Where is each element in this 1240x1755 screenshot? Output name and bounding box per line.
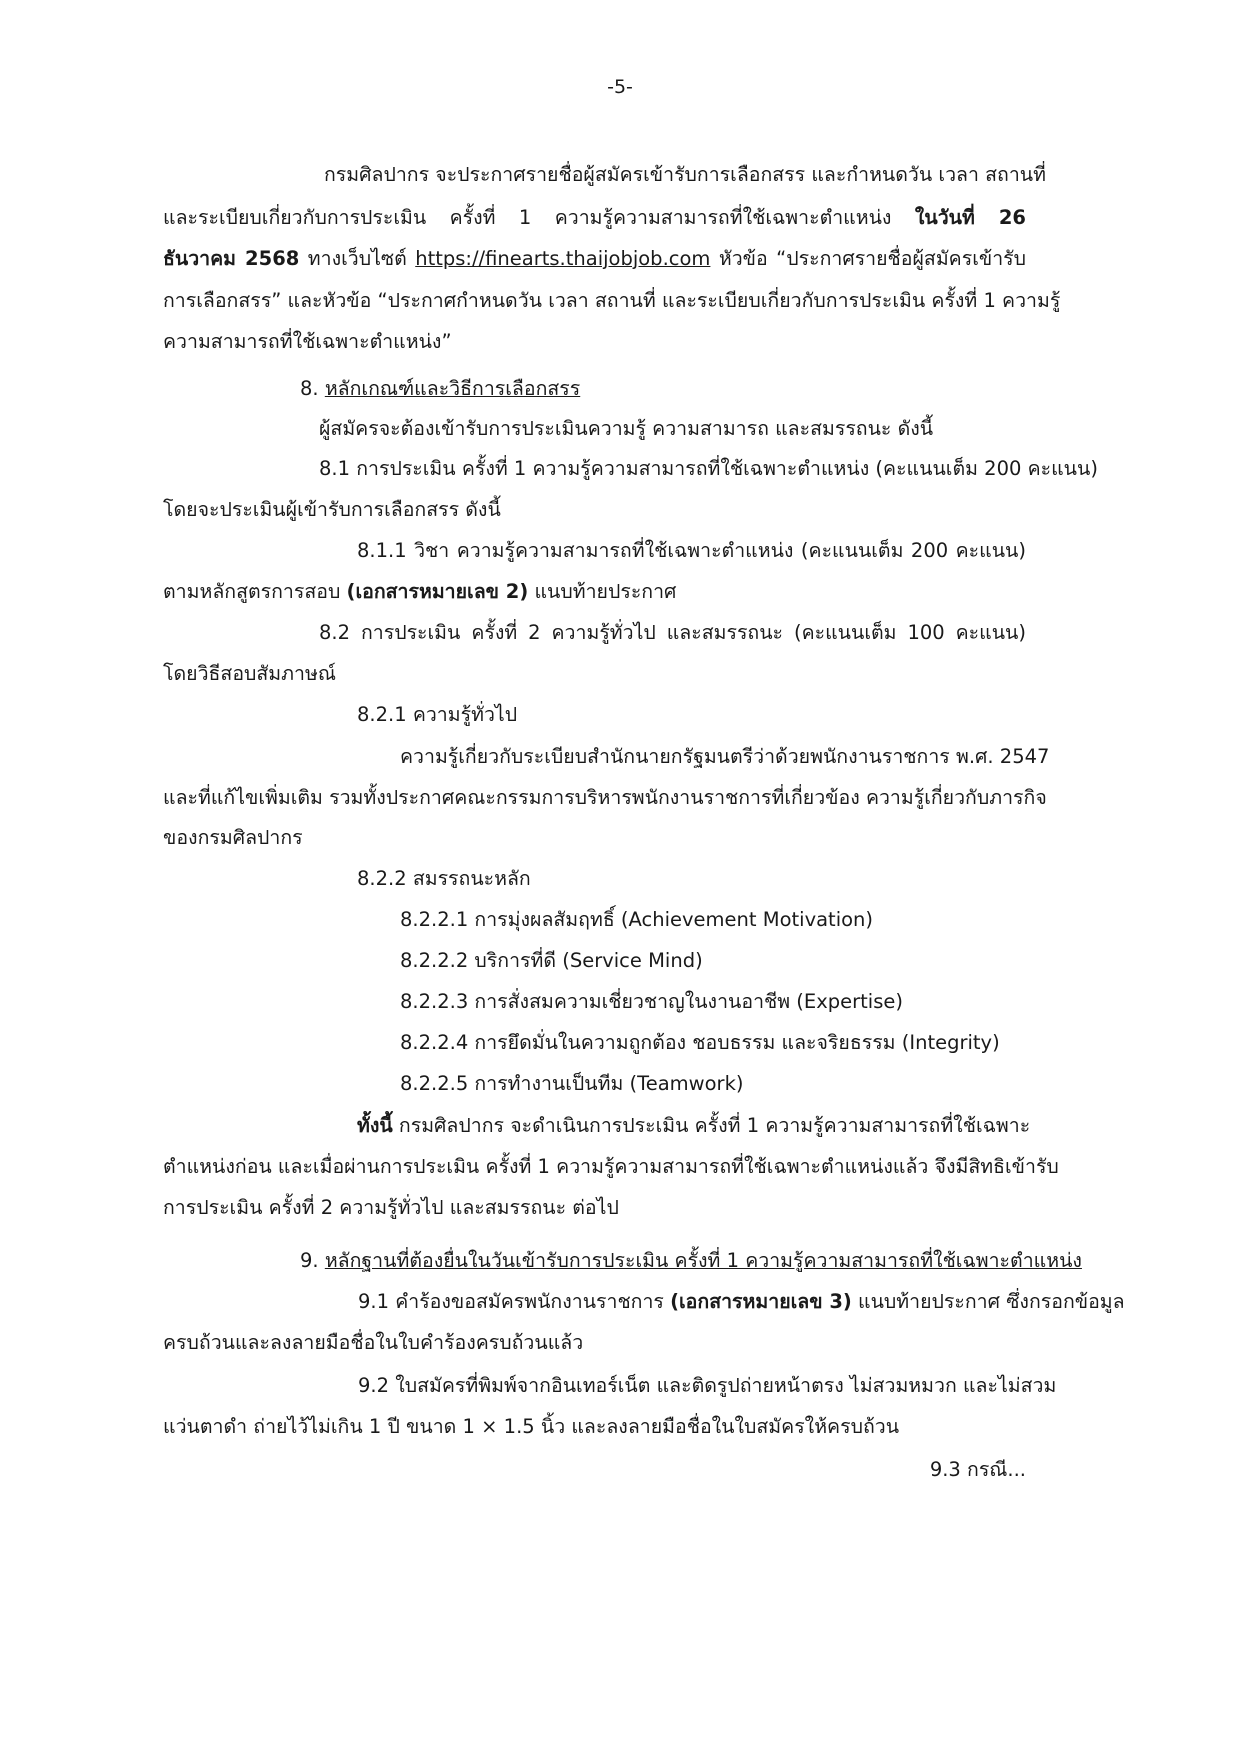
announce-date-bold-2: ธันวาคม 2568 <box>163 247 300 270</box>
competency-item: 8.2.2.5 การทำงานเป็นทีม (Teamwork) <box>400 1072 744 1095</box>
document-number-3: (เอกสารหมายเลข 3) <box>670 1290 852 1313</box>
section-9-heading <box>300 1246 1082 1276</box>
section-9-1-line-1 <box>358 1287 1125 1317</box>
section-8-1-line-2: โดยจะประเมินผู้เข้ารับการเลือกสรร ดังนี้ <box>163 498 501 521</box>
competency-item: 8.2.2.1 การมุ่งผลสัมฤทธิ์ (Achievement Motivation) <box>400 908 874 931</box>
section-8-heading <box>300 374 580 404</box>
announce-line-4: การเลือกสรร” และหัวข้อ “ประกาศกำหนดวัน เวลา สถานที่ และระเบียบเกี่ยวกับการประเมิน ครั้งที่ 1 ความรู้ <box>163 289 1061 312</box>
section-9-title: หลักฐานที่ต้องยื่นในวันเข้ารับการประเมิน ครั้งที่ 1 ความรู้ความสามารถที่ใช้เฉพาะตำแหน่ง <box>324 1249 1082 1272</box>
announce-line-2 <box>163 203 1026 233</box>
curriculum-text: ตามหลักสูตรการสอบ <box>163 580 341 603</box>
announce-topic: หัวข้อ “ประกาศรายชื่อผู้สมัครเข้ารับ <box>718 247 1026 270</box>
competency-item: 8.2.2.4 การยึดมั่นในความถูกต้อง ชอบธรรม และจริยธรรม (Integrity) <box>400 1031 1000 1054</box>
section-9-2-line-1: 9.2 ใบสมัครที่พิมพ์จากอินเทอร์เน็ต และติดรูปถ่ายหน้าตรง ไม่สวมหมวก และไม่สวม <box>358 1374 1057 1397</box>
section-8-title: หลักเกณฑ์และวิธีการเลือกสรร <box>324 377 581 400</box>
announce-line-2-text: และระเบียบเกี่ยวกับการประเมิน ครั้งที่ 1 ความรู้ความสามารถที่ใช้เฉพาะตำแหน่ง <box>163 206 892 229</box>
announce-line-1: กรมศิลปากร จะประกาศรายชื่อผู้สมัครเข้ารับการเลือกสรร และกำหนดวัน เวลา สถานที่ <box>324 163 1046 186</box>
section-8-intro: ผู้สมัครจะต้องเข้ารับการประเมินความรู้ ความสามารถ และสมรรถนะ ดังนี้ <box>319 417 934 440</box>
section-9-2-line-2: แว่นตาดำ ถ่ายไว้ไม่เกิน 1 ปี ขนาด 1 × 1.5 นิ้ว และลงลายมือชื่อในใบสมัครให้ครบถ้วน <box>163 1415 900 1438</box>
note-bold: ทั้งนี้ <box>357 1114 393 1137</box>
website-label: ทางเว็บไซต์ <box>307 247 407 270</box>
section-8-1-1-line-2 <box>163 577 676 607</box>
section-8-number: 8. <box>300 377 319 400</box>
website-link[interactable]: https://finearts.thaijobjob.com <box>415 247 711 270</box>
section-8-2-1-line-2: และที่แก้ไขเพิ่มเติม รวมทั้งประกาศคณะกรรมการบริหารพนักงานราชการที่เกี่ยวข้อง ความรู้เกี่ยวกับภารกิจ <box>163 786 1047 809</box>
section-9-number: 9. <box>300 1249 319 1272</box>
section-8-2-line-1: 8.2 การประเมิน ครั้งที่ 2 ความรู้ทั่วไป และสมรรถนะ (คะแนนเต็ม 100 คะแนน) <box>319 621 1026 644</box>
section-8-2-line-2: โดยวิธีสอบสัมภาษณ์ <box>163 662 336 685</box>
competency-item: 8.2.2.2 บริการที่ดี (Service Mind) <box>400 949 703 972</box>
section-8-1-line-1: 8.1 การประเมิน ครั้งที่ 1 ความรู้ความสามารถที่ใช้เฉพาะตำแหน่ง (คะแนนเต็ม 200 คะแนน) <box>319 457 1098 480</box>
attachment-text: แนบท้ายประกาศ <box>534 580 677 603</box>
attachment-fill-text: แนบท้ายประกาศ ซึ่งกรอกข้อมูล <box>858 1290 1125 1313</box>
section-8-2-1-line-1: ความรู้เกี่ยวกับระเบียบสำนักนายกรัฐมนตรีว่าด้วยพนักงานราชการ พ.ศ. 2547 <box>400 745 1050 768</box>
section-8-2-2-heading: 8.2.2 สมรรถนะหลัก <box>357 867 531 890</box>
announce-line-3 <box>163 244 1026 274</box>
announce-date-bold: ในวันที่ 26 <box>914 206 1026 229</box>
section-9-1-line-2: ครบถ้วนและลงลายมือชื่อในใบคำร้องครบถ้วนแล้ว <box>163 1331 584 1354</box>
page-number: -5- <box>607 76 633 98</box>
application-form-text: 9.1 คำร้องขอสมัครพนักงานราชการ <box>358 1290 664 1313</box>
document-number-2: (เอกสารหมายเลข 2) <box>346 580 529 603</box>
section-8-2-1-line-3: ของกรมศิลปากร <box>163 826 303 849</box>
note-line-3: การประเมิน ครั้งที่ 2 ความรู้ทั่วไป และสมรรถนะ ต่อไป <box>163 1196 619 1219</box>
note-text: กรมศิลปากร จะดำเนินการประเมิน ครั้งที่ 1 ความรู้ความสามารถที่ใช้เฉพาะ <box>398 1114 1031 1137</box>
note-line-1 <box>357 1111 1031 1141</box>
announce-line-5: ความสามารถที่ใช้เฉพาะตำแหน่ง” <box>163 330 452 353</box>
competency-item: 8.2.2.3 การสั่งสมความเชี่ยวชาญในงานอาชีพ (Expertise) <box>400 990 903 1013</box>
section-8-2-1-heading: 8.2.1 ความรู้ทั่วไป <box>357 703 518 726</box>
continuation-marker: 9.3 กรณี... <box>929 1458 1026 1481</box>
note-line-2: ตำแหน่งก่อน และเมื่อผ่านการประเมิน ครั้งที่ 1 ความรู้ความสามารถที่ใช้เฉพาะตำแหน่งแล้ว จึงมีสิทธิเข้ารับ <box>163 1155 1059 1178</box>
section-8-1-1-line-1: 8.1.1 วิชา ความรู้ความสามารถที่ใช้เฉพาะตำแหน่ง (คะแนนเต็ม 200 คะแนน) <box>357 539 1026 562</box>
